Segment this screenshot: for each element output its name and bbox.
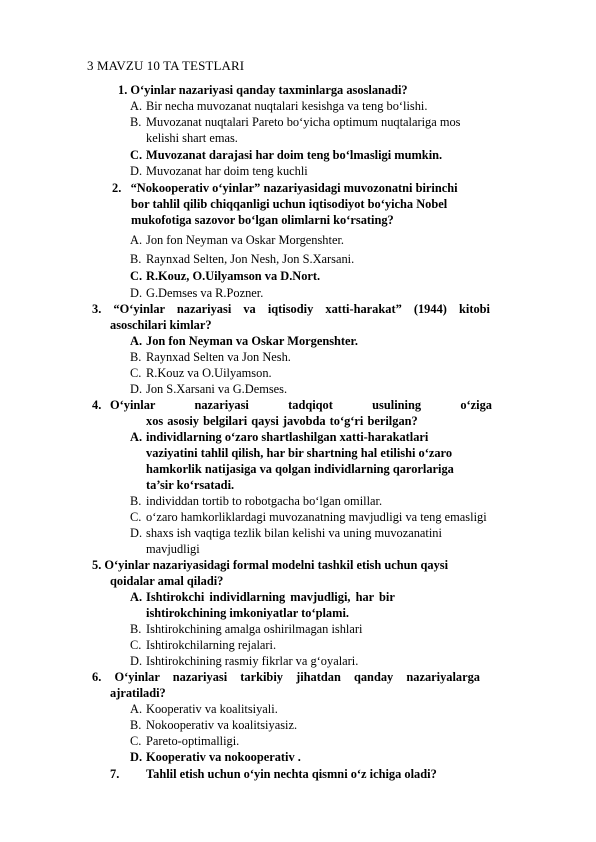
answer-3c xyxy=(130,365,272,381)
answer-text: Ishtirokchining amalga oshirilmagan ishlari xyxy=(146,622,363,636)
answer-5b xyxy=(130,621,362,637)
question-7-text: Tahlil etish uchun o‘yin nechta qismni o‘z ichiga oladi? xyxy=(146,767,437,781)
answer-4a-cont3: ta’sir ko‘rsatadi. xyxy=(146,478,235,492)
answer-3a xyxy=(130,333,358,349)
answer-6a xyxy=(130,701,278,717)
question-3 xyxy=(92,301,490,317)
answer-text: Kooperativ va nokooperativ . xyxy=(146,750,301,764)
answer-text: Kooperativ va koalitsiyali. xyxy=(146,702,278,716)
answer-label: C. xyxy=(130,366,142,380)
answer-label: C. xyxy=(130,269,143,283)
question-text: O‘yinlar nazariyasidagi formal modelni tashkil etish uchun qaysi xyxy=(104,558,449,572)
answer-text: R.Kouz, O.Uilyamson va D.Nort. xyxy=(146,269,321,283)
answer-3b xyxy=(130,349,291,365)
answer-text: Raynxad Selten va Jon Nesh. xyxy=(146,350,291,364)
question-4 xyxy=(92,397,101,413)
question-number: 2. xyxy=(112,181,122,195)
answer-1b-cont: kelishi shart emas. xyxy=(146,131,238,145)
answer-1c xyxy=(130,147,442,163)
answer-6c xyxy=(130,733,239,749)
answer-1a xyxy=(130,98,427,114)
answer-label: C. xyxy=(130,510,142,524)
question-number: 3. xyxy=(92,302,102,316)
answer-text: Jon fon Neyman va Oskar Morgenshter. xyxy=(146,334,359,348)
answer-5a-cont: ishtirokchining imkoniyatlar to‘plami. xyxy=(146,606,349,620)
question-7-number: 7. xyxy=(110,767,120,781)
question-text: O‘yinlar nazariyasi qanday taxminlarga asoslanadi? xyxy=(130,83,408,97)
page-title: 3 MAVZU 10 TA TESTLARI xyxy=(87,58,245,73)
question-number: 1. xyxy=(118,83,128,97)
question-4-cont: xos asosiy belgilari qaysi javobda to‘g‘ri berilgan? xyxy=(146,414,418,428)
answer-text: o‘zaro hamkorliklardagi muvozanatning mavjudligi va teng emasligi xyxy=(146,510,487,524)
question-6 xyxy=(92,669,480,685)
answer-3d xyxy=(130,381,287,397)
answer-text: Bir necha muvozanat nuqtalari kesishga va teng bo‘lishi. xyxy=(146,99,428,113)
question-4-text: O‘yinlar nazariyasi tadqiqot usulining o‘ziga xyxy=(110,398,492,412)
answer-label: D. xyxy=(130,526,143,540)
answer-label: A. xyxy=(130,430,143,444)
answer-text: Muvozanat har doim teng kuchli xyxy=(146,164,308,178)
answer-label: C. xyxy=(130,638,142,652)
answer-label: C. xyxy=(130,734,142,748)
answer-2c xyxy=(130,268,320,284)
answer-text: individlarning o‘zaro shartlashilgan xatti-harakatlari xyxy=(146,430,429,444)
answer-text: Muvozanat nuqtalari Pareto bo‘yicha optimum nuqtalariga mos xyxy=(146,115,461,129)
answer-label: A. xyxy=(130,702,143,716)
answer-label: D. xyxy=(130,286,143,300)
answer-4a-cont1: vaziyatini tahlil qilish, har bir shartning hal etilishi o‘zaro xyxy=(146,446,453,460)
answer-text: Ishtirokchi individlarning mavjudligi, har bir xyxy=(146,590,395,604)
question-2-cont1: bor tahlil qilib chiqqanligi uchun iqtisodiyot bo‘yicha Nobel xyxy=(131,197,448,211)
answer-2a xyxy=(130,232,344,248)
answer-label: B. xyxy=(130,115,142,129)
question-5 xyxy=(92,557,448,573)
answer-label: D. xyxy=(130,654,143,668)
answer-label: B. xyxy=(130,718,142,732)
question-number: 4. xyxy=(92,398,102,412)
answer-label: A. xyxy=(130,334,143,348)
question-text: O‘yinlar nazariyasi tarkibiy jihatdan qanday nazariyalarga xyxy=(114,670,480,684)
question-1 xyxy=(118,82,408,98)
answer-text: G.Demses va R.Pozner. xyxy=(146,286,264,300)
answer-label: A. xyxy=(130,99,143,113)
question-6-cont: ajratiladi? xyxy=(110,686,166,700)
answer-label: B. xyxy=(130,494,142,508)
answer-text: shaxs ish vaqtiga tezlik bilan kelishi va uning muvozanatini xyxy=(146,526,442,540)
question-2-cont2: mukofotiga sazovor bo‘lgan olimlarni ko‘rsating? xyxy=(131,213,394,227)
answer-4b xyxy=(130,493,382,509)
answer-5d xyxy=(130,653,358,669)
question-number: 6. xyxy=(92,670,102,684)
answer-text: Ishtirokchining rasmiy fikrlar va g‘oyalari. xyxy=(146,654,359,668)
answer-1b xyxy=(130,114,461,130)
answer-label: D. xyxy=(130,164,143,178)
answer-2b xyxy=(130,251,354,267)
answer-4d xyxy=(130,525,442,541)
answer-text: Jon fon Neyman va Oskar Morgenshter. xyxy=(146,233,344,247)
answer-text: Muvozanat darajasi har doim teng bo‘lmasligi mumkin. xyxy=(146,148,443,162)
answer-label: B. xyxy=(130,252,142,266)
answer-text: Raynxad Selten, Jon Nesh, Jon S.Xarsani. xyxy=(146,252,355,266)
answer-4c xyxy=(130,509,487,525)
answer-6b xyxy=(130,717,297,733)
answer-5a xyxy=(130,589,395,605)
answer-text: individdan tortib to robotgacha bo‘lgan omillar. xyxy=(146,494,383,508)
answer-4a xyxy=(130,429,428,445)
question-5-cont: qoidalar amal qiladi? xyxy=(110,574,224,588)
answer-label: A. xyxy=(130,233,143,247)
answer-4a-cont2: hamkorlik natijasiga va qolgan individlarning qarorlariga xyxy=(146,462,454,476)
answer-5c xyxy=(130,637,276,653)
answer-4d-cont: mavjudligi xyxy=(146,542,200,556)
answer-text: R.Kouz va O.Uilyamson. xyxy=(146,366,272,380)
answer-label: A. xyxy=(130,590,143,604)
answer-text: Jon S.Xarsani va G.Demses. xyxy=(146,382,288,396)
answer-6d xyxy=(130,749,301,765)
question-number: 5. xyxy=(92,558,102,572)
question-2 xyxy=(112,180,458,196)
answer-1d xyxy=(130,163,308,179)
answer-label: D. xyxy=(130,382,143,396)
answer-text: Pareto-optimalligi. xyxy=(146,734,240,748)
answer-text: Nokooperativ va koalitsiyasiz. xyxy=(146,718,298,732)
answer-label: B. xyxy=(130,350,142,364)
answer-label: B. xyxy=(130,622,142,636)
answer-label: D. xyxy=(130,750,143,764)
question-text: “Nokooperativ o‘yinlar” nazariyasidagi muvozonatni birinchi xyxy=(130,181,458,195)
answer-2d xyxy=(130,285,263,301)
question-3-cont: asoschilari kimlar? xyxy=(110,318,212,332)
answer-text: Ishtirokchilarning rejalari. xyxy=(146,638,277,652)
question-text: “O‘yinlar nazariyasi va iqtisodiy xatti-harakat” (1944) kitobi xyxy=(113,302,490,316)
answer-label: C. xyxy=(130,148,143,162)
